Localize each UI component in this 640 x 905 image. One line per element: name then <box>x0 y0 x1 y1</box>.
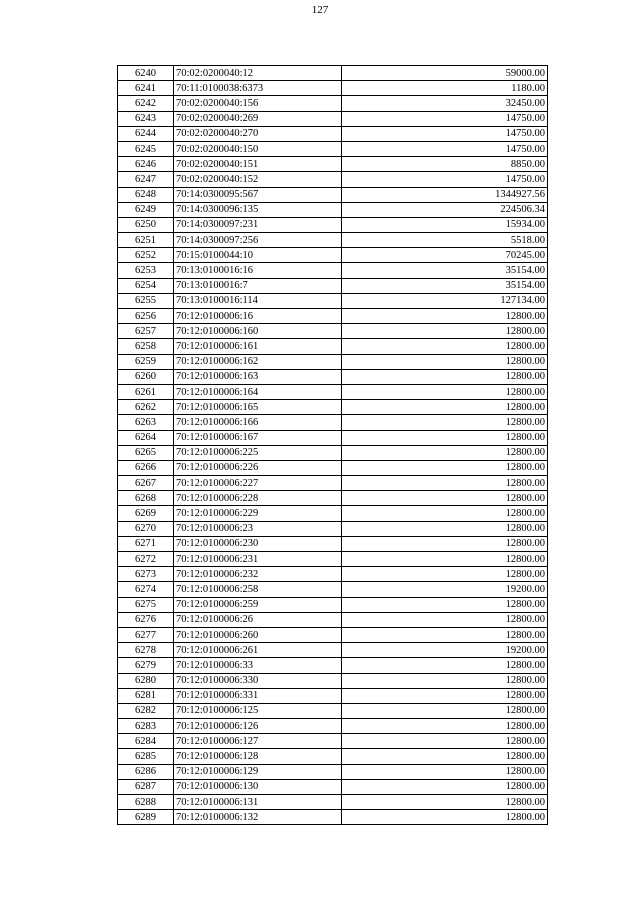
row-number-cell: 6251 <box>118 233 174 248</box>
cadastral-number-cell: 70:12:0100006:161 <box>174 339 342 354</box>
value-cell: 12800.00 <box>342 567 548 582</box>
row-number-cell: 6264 <box>118 430 174 445</box>
table-row <box>118 506 548 521</box>
value-cell: 12800.00 <box>342 384 548 399</box>
row-number-cell: 6271 <box>118 536 174 551</box>
value-cell: 59000.00 <box>342 66 548 81</box>
value-cell: 12800.00 <box>342 536 548 551</box>
value-cell: 12800.00 <box>342 719 548 734</box>
value-cell: 12800.00 <box>342 415 548 430</box>
value-cell: 1180.00 <box>342 81 548 96</box>
cadastral-number-cell: 70:12:0100006:160 <box>174 324 342 339</box>
row-number-cell: 6266 <box>118 460 174 475</box>
table-row <box>118 430 548 445</box>
value-cell: 12800.00 <box>342 673 548 688</box>
row-number-cell: 6244 <box>118 126 174 141</box>
cadastral-number-cell: 70:02:0200040:270 <box>174 126 342 141</box>
table-row <box>118 96 548 111</box>
table-row <box>118 111 548 126</box>
table-row <box>118 688 548 703</box>
row-number-cell: 6243 <box>118 111 174 126</box>
value-cell: 12800.00 <box>342 491 548 506</box>
table-row <box>118 400 548 415</box>
cadastral-number-cell: 70:02:0200040:269 <box>174 111 342 126</box>
row-number-cell: 6260 <box>118 369 174 384</box>
table-row <box>118 779 548 794</box>
row-number-cell: 6286 <box>118 764 174 779</box>
cadastral-number-cell: 70:12:0100006:162 <box>174 354 342 369</box>
cadastral-number-cell: 70:12:0100006:128 <box>174 749 342 764</box>
table-row <box>118 749 548 764</box>
table-row <box>118 384 548 399</box>
value-cell: 1344927.56 <box>342 187 548 202</box>
row-number-cell: 6270 <box>118 521 174 536</box>
table-row <box>118 187 548 202</box>
value-cell: 35154.00 <box>342 278 548 293</box>
value-cell: 14750.00 <box>342 172 548 187</box>
row-number-cell: 6241 <box>118 81 174 96</box>
row-number-cell: 6247 <box>118 172 174 187</box>
cadastral-number-cell: 70:12:0100006:330 <box>174 673 342 688</box>
value-cell: 35154.00 <box>342 263 548 278</box>
row-number-cell: 6274 <box>118 582 174 597</box>
value-cell: 14750.00 <box>342 141 548 156</box>
row-number-cell: 6248 <box>118 187 174 202</box>
cadastral-number-cell: 70:13:0100016:7 <box>174 278 342 293</box>
value-cell: 12800.00 <box>342 521 548 536</box>
row-number-cell: 6284 <box>118 734 174 749</box>
row-number-cell: 6285 <box>118 749 174 764</box>
table-row <box>118 324 548 339</box>
row-number-cell: 6242 <box>118 96 174 111</box>
table-row <box>118 597 548 612</box>
table-row <box>118 445 548 460</box>
value-cell: 70245.00 <box>342 248 548 263</box>
row-number-cell: 6279 <box>118 658 174 673</box>
value-cell: 5518.00 <box>342 233 548 248</box>
table-row <box>118 141 548 156</box>
value-cell: 12800.00 <box>342 324 548 339</box>
table-row <box>118 369 548 384</box>
cadastral-number-cell: 70:12:0100006:230 <box>174 536 342 551</box>
table-row <box>118 293 548 308</box>
table-row <box>118 278 548 293</box>
cadastral-number-cell: 70:02:0200040:150 <box>174 141 342 156</box>
row-number-cell: 6256 <box>118 309 174 324</box>
table-row <box>118 795 548 810</box>
value-cell: 12800.00 <box>342 506 548 521</box>
cadastral-number-cell: 70:12:0100006:225 <box>174 445 342 460</box>
cadastral-number-cell: 70:12:0100006:229 <box>174 506 342 521</box>
cadastral-number-cell: 70:12:0100006:226 <box>174 460 342 475</box>
row-number-cell: 6261 <box>118 384 174 399</box>
value-cell: 15934.00 <box>342 217 548 232</box>
table-row <box>118 460 548 475</box>
row-number-cell: 6280 <box>118 673 174 688</box>
table-row <box>118 627 548 642</box>
cadastral-number-cell: 70:13:0100016:16 <box>174 263 342 278</box>
cadastral-number-cell: 70:02:0200040:152 <box>174 172 342 187</box>
table-row <box>118 263 548 278</box>
row-number-cell: 6252 <box>118 248 174 263</box>
value-cell: 12800.00 <box>342 309 548 324</box>
value-cell: 32450.00 <box>342 96 548 111</box>
value-cell: 12800.00 <box>342 445 548 460</box>
cadastral-number-cell: 70:12:0100006:232 <box>174 567 342 582</box>
cadastral-number-cell: 70:12:0100006:165 <box>174 400 342 415</box>
row-number-cell: 6240 <box>118 66 174 81</box>
row-number-cell: 6257 <box>118 324 174 339</box>
row-number-cell: 6288 <box>118 795 174 810</box>
value-cell: 12800.00 <box>342 400 548 415</box>
table-body <box>118 66 548 825</box>
table-row <box>118 126 548 141</box>
row-number-cell: 6245 <box>118 141 174 156</box>
cadastral-number-cell: 70:12:0100006:331 <box>174 688 342 703</box>
row-number-cell: 6276 <box>118 612 174 627</box>
cadastral-number-cell: 70:12:0100006:231 <box>174 552 342 567</box>
cadastral-number-cell: 70:02:0200040:12 <box>174 66 342 81</box>
value-cell: 14750.00 <box>342 126 548 141</box>
cadastral-number-cell: 70:12:0100006:166 <box>174 415 342 430</box>
value-cell: 12800.00 <box>342 552 548 567</box>
value-cell: 12800.00 <box>342 597 548 612</box>
cadastral-number-cell: 70:12:0100006:132 <box>174 810 342 825</box>
table-row <box>118 415 548 430</box>
row-number-cell: 6268 <box>118 491 174 506</box>
table-row <box>118 217 548 232</box>
cadastral-number-cell: 70:12:0100006:258 <box>174 582 342 597</box>
row-number-cell: 6253 <box>118 263 174 278</box>
row-number-cell: 6277 <box>118 627 174 642</box>
cadastral-number-cell: 70:12:0100006:129 <box>174 764 342 779</box>
value-cell: 12800.00 <box>342 369 548 384</box>
value-cell: 12800.00 <box>342 460 548 475</box>
cadastral-number-cell: 70:13:0100016:114 <box>174 293 342 308</box>
value-cell: 12800.00 <box>342 688 548 703</box>
value-cell: 12800.00 <box>342 627 548 642</box>
value-cell: 12800.00 <box>342 612 548 627</box>
table-row <box>118 157 548 172</box>
table-row <box>118 582 548 597</box>
cadastral-number-cell: 70:12:0100006:126 <box>174 719 342 734</box>
row-number-cell: 6254 <box>118 278 174 293</box>
row-number-cell: 6275 <box>118 597 174 612</box>
row-number-cell: 6265 <box>118 445 174 460</box>
value-cell: 12800.00 <box>342 734 548 749</box>
cadastral-number-cell: 70:12:0100006:131 <box>174 795 342 810</box>
value-cell: 127134.00 <box>342 293 548 308</box>
value-cell: 8850.00 <box>342 157 548 172</box>
table-row <box>118 552 548 567</box>
table-row <box>118 810 548 825</box>
table-row <box>118 354 548 369</box>
row-number-cell: 6259 <box>118 354 174 369</box>
table-row <box>118 66 548 81</box>
cadastral-number-cell: 70:12:0100006:227 <box>174 476 342 491</box>
cadastral-number-cell: 70:11:0100038:6373 <box>174 81 342 96</box>
table-row <box>118 658 548 673</box>
table-row <box>118 491 548 506</box>
cadastral-number-cell: 70:14:0300097:256 <box>174 233 342 248</box>
cadastral-number-cell: 70:12:0100006:228 <box>174 491 342 506</box>
table-row <box>118 248 548 263</box>
row-number-cell: 6250 <box>118 217 174 232</box>
value-cell: 12800.00 <box>342 658 548 673</box>
table-row <box>118 673 548 688</box>
table-row <box>118 81 548 96</box>
cadastral-number-cell: 70:12:0100006:16 <box>174 309 342 324</box>
row-number-cell: 6249 <box>118 202 174 217</box>
table-row <box>118 202 548 217</box>
table-row <box>118 734 548 749</box>
value-cell: 12800.00 <box>342 779 548 794</box>
row-number-cell: 6246 <box>118 157 174 172</box>
value-cell: 12800.00 <box>342 764 548 779</box>
row-number-cell: 6258 <box>118 339 174 354</box>
page-number: 127 <box>311 4 329 16</box>
table-row <box>118 233 548 248</box>
cadastral-number-cell: 70:02:0200040:151 <box>174 157 342 172</box>
value-cell: 12800.00 <box>342 703 548 718</box>
cadastral-number-cell: 70:12:0100006:23 <box>174 521 342 536</box>
cadastral-number-cell: 70:14:0300095:567 <box>174 187 342 202</box>
cadastral-number-cell: 70:14:0300097:231 <box>174 217 342 232</box>
value-cell: 12800.00 <box>342 354 548 369</box>
value-cell: 12800.00 <box>342 810 548 825</box>
value-cell: 12800.00 <box>342 476 548 491</box>
cadastral-number-cell: 70:12:0100006:167 <box>174 430 342 445</box>
value-cell: 12800.00 <box>342 339 548 354</box>
value-cell: 19200.00 <box>342 582 548 597</box>
table-row <box>118 612 548 627</box>
table-row <box>118 764 548 779</box>
cadastral-number-cell: 70:02:0200040:156 <box>174 96 342 111</box>
value-cell: 224506.34 <box>342 202 548 217</box>
table-row <box>118 309 548 324</box>
row-number-cell: 6287 <box>118 779 174 794</box>
value-cell: 12800.00 <box>342 430 548 445</box>
cadastral-number-cell: 70:14:0300096:135 <box>174 202 342 217</box>
row-number-cell: 6255 <box>118 293 174 308</box>
row-number-cell: 6289 <box>118 810 174 825</box>
table-row <box>118 339 548 354</box>
row-number-cell: 6278 <box>118 643 174 658</box>
cadastral-number-cell: 70:12:0100006:33 <box>174 658 342 673</box>
row-number-cell: 6282 <box>118 703 174 718</box>
value-cell: 12800.00 <box>342 749 548 764</box>
table-row <box>118 172 548 187</box>
cadastral-number-cell: 70:12:0100006:261 <box>174 643 342 658</box>
table-row <box>118 536 548 551</box>
value-cell: 14750.00 <box>342 111 548 126</box>
cadastral-number-cell: 70:12:0100006:127 <box>174 734 342 749</box>
cadastral-number-cell: 70:15:0100044:10 <box>174 248 342 263</box>
registry-table <box>117 65 548 825</box>
table-row <box>118 567 548 582</box>
cadastral-number-cell: 70:12:0100006:130 <box>174 779 342 794</box>
row-number-cell: 6283 <box>118 719 174 734</box>
cadastral-number-cell: 70:12:0100006:26 <box>174 612 342 627</box>
table-row <box>118 521 548 536</box>
cadastral-number-cell: 70:12:0100006:259 <box>174 597 342 612</box>
row-number-cell: 6267 <box>118 476 174 491</box>
table-row <box>118 643 548 658</box>
cadastral-number-cell: 70:12:0100006:163 <box>174 369 342 384</box>
row-number-cell: 6269 <box>118 506 174 521</box>
cadastral-number-cell: 70:12:0100006:125 <box>174 703 342 718</box>
row-number-cell: 6272 <box>118 552 174 567</box>
table-row <box>118 703 548 718</box>
cadastral-number-cell: 70:12:0100006:164 <box>174 384 342 399</box>
row-number-cell: 6262 <box>118 400 174 415</box>
row-number-cell: 6281 <box>118 688 174 703</box>
value-cell: 12800.00 <box>342 795 548 810</box>
value-cell: 19200.00 <box>342 643 548 658</box>
row-number-cell: 6263 <box>118 415 174 430</box>
table-row <box>118 476 548 491</box>
row-number-cell: 6273 <box>118 567 174 582</box>
cadastral-number-cell: 70:12:0100006:260 <box>174 627 342 642</box>
table-row <box>118 719 548 734</box>
